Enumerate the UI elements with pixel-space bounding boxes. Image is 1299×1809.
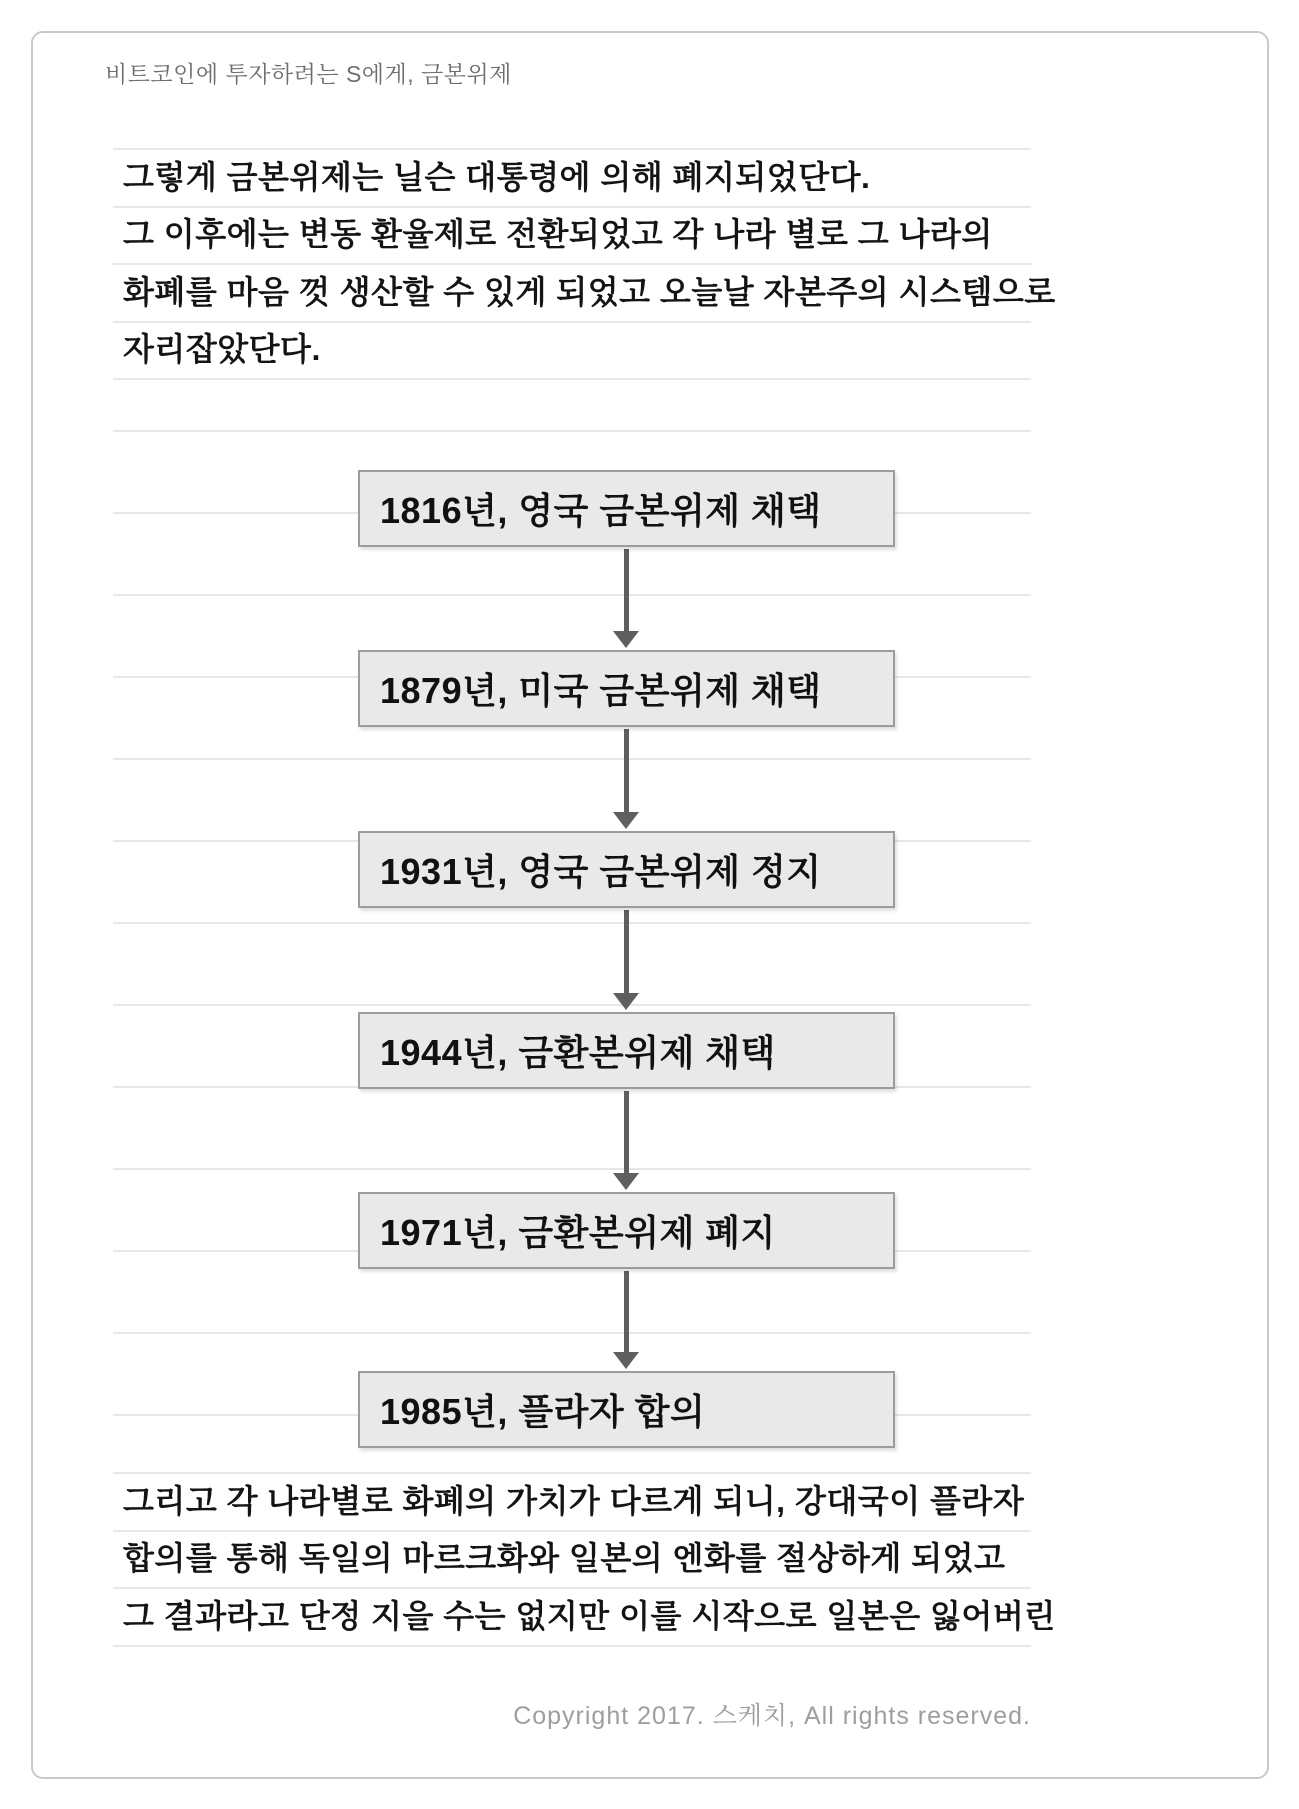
- timeline-box-1944: 1944년, 금환본위제 채택: [358, 1012, 895, 1089]
- row-divider: [113, 1168, 1031, 1170]
- outro-line: 그 결과라고 단정 지을 수는 없지만 이를 시작으로 일본은 잃어버린: [123, 1598, 1056, 1634]
- outro-line: 그리고 각 나라별로 화폐의 가치가 다르게 되니, 강대국이 플라자: [123, 1483, 1025, 1519]
- timeline-box-1816: 1816년, 영국 금본위제 채택: [358, 470, 895, 547]
- row-divider: [113, 378, 1031, 380]
- intro-line: 그 이후에는 변동 환율제로 전환되었고 각 나라 별로 그 나라의: [123, 216, 993, 252]
- timeline-box-1971: 1971년, 금환본위제 폐지: [358, 1192, 895, 1269]
- timeline-box-1985: 1985년, 플라자 합의: [358, 1371, 895, 1448]
- page-title: 비트코인에 투자하려는 S에게, 금본위제: [105, 61, 512, 87]
- outro-line: 합의를 통해 독일의 마르크화와 일본의 엔화를 절상하게 되었고: [123, 1540, 1006, 1576]
- row-divider: [113, 922, 1031, 924]
- row-divider: [113, 758, 1031, 760]
- down-arrow-icon: [602, 910, 650, 1010]
- row-divider: [113, 594, 1031, 596]
- row-divider: [113, 1645, 1031, 1647]
- timeline-box-1879: 1879년, 미국 금본위제 채택: [358, 650, 895, 727]
- intro-line: 그렇게 금본위제는 닐슨 대통령에 의해 폐지되었단다.: [123, 159, 871, 195]
- intro-line: 자리잡았단다.: [123, 331, 321, 367]
- down-arrow-icon: [602, 1091, 650, 1190]
- timeline-box-1931: 1931년, 영국 금본위제 정지: [358, 831, 895, 908]
- row-divider: [113, 1332, 1031, 1334]
- down-arrow-icon: [602, 549, 650, 648]
- intro-line: 화폐를 마음 껏 생산할 수 있게 되었고 오늘날 자본주의 시스템으로: [123, 274, 1056, 310]
- row-divider: [113, 430, 1031, 432]
- copyright-text: Copyright 2017. 스케치, All rights reserved.: [513, 1702, 1031, 1730]
- down-arrow-icon: [602, 729, 650, 829]
- row-divider: [113, 1004, 1031, 1006]
- down-arrow-icon: [602, 1271, 650, 1369]
